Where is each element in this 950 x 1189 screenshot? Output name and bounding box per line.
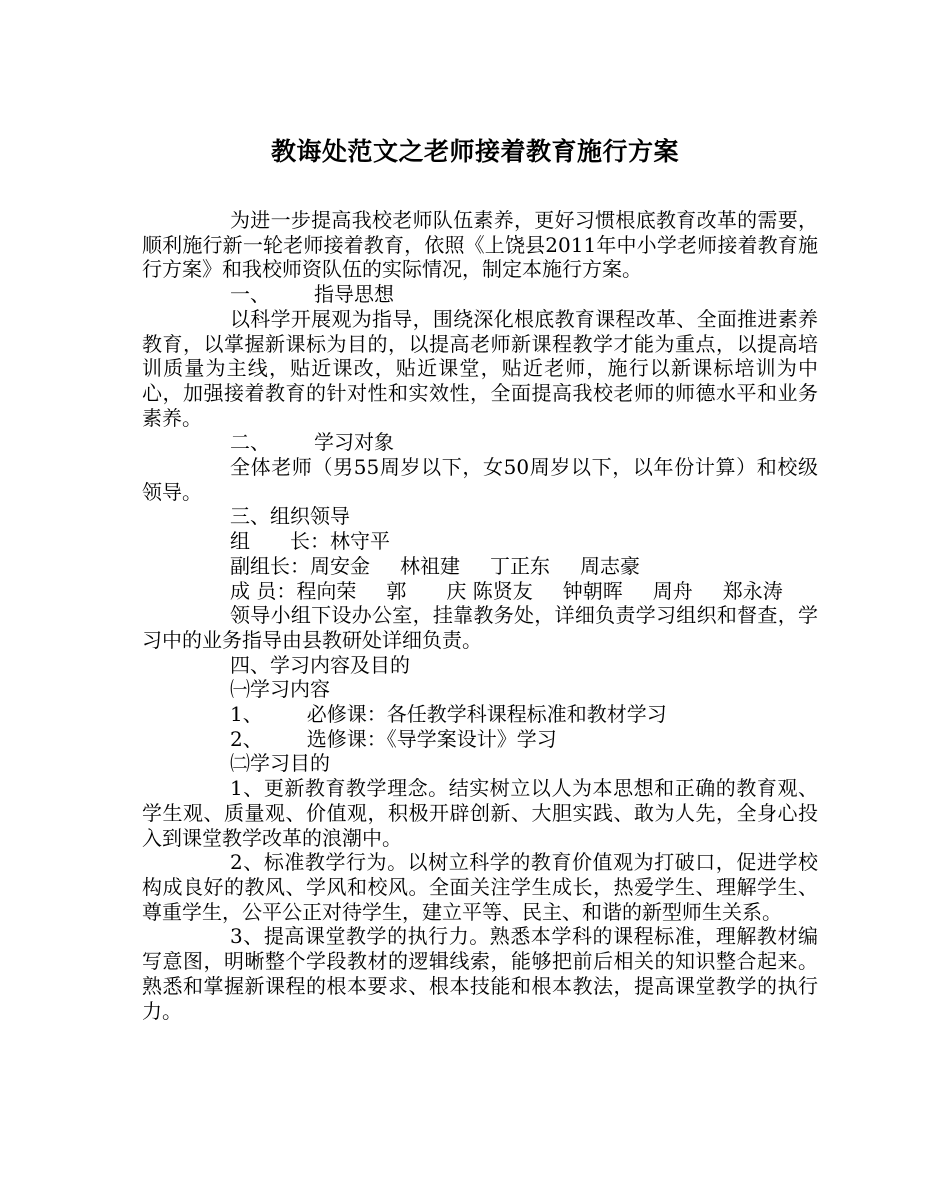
document-body xyxy=(142,208,818,1023)
member-name: 程向荣 xyxy=(296,578,357,603)
section-2-text: 全体老师（男55周岁以下，女50周岁以下，以年份计算）和校级领导。 xyxy=(142,455,818,504)
deputy-name: 林祖建 xyxy=(400,553,460,578)
members-line xyxy=(142,579,818,604)
section-1-title: 指导思想 xyxy=(314,282,394,307)
course-1-text: 必修课：各任教学科课程标准和教材学习 xyxy=(306,702,667,727)
section-2-number: 二、 xyxy=(230,430,270,455)
deputy-line xyxy=(142,554,818,579)
office-paragraph: 领导小组下设办公室，挂靠教务处，详细负责学习组织和督查，学习中的业务指导由县教研处详细负责。 xyxy=(142,603,818,652)
course-2-text: 选修课：《导学案设计》学习 xyxy=(306,726,557,751)
member-name: 钟朝晖 xyxy=(562,578,623,603)
section-1-number: 一、 xyxy=(230,282,270,307)
subsection-1-heading: ㈠学习内容 xyxy=(230,677,330,702)
section-1-heading xyxy=(142,282,818,307)
goal-3-paragraph: 3、提高课堂教学的执行力。熟悉本学科的课程标准，理解教材编写意图，明晰整个学段教材的逻辑线索，能够把前后相关的知识整合起来。熟悉和掌握新课程的根本要求、根本技能和根本教法，提高课堂教学的执行力。 xyxy=(142,924,818,1023)
goal-1-paragraph: 1、更新教育教学理念。结实树立以人为本思想和正确的教育观、学生观、质量观、价值观，积极开辟创新、大胆实践、敢为人先，全身心投入到课堂教学改革的浪潮中。 xyxy=(142,776,818,850)
course-1-line xyxy=(142,702,818,727)
document-title: 教诲处范文之老师接着教育施行方案 xyxy=(270,137,679,166)
section-2-title: 学习对象 xyxy=(314,430,394,455)
leader-line xyxy=(142,529,818,554)
intro-paragraph: 为进一步提高我校老师队伍素养，更好习惯根底教育改革的需要，顺利施行新一轮老师接着教育，依照《上饶县2011年中小学老师接着教育施行方案》和我校师资队伍的实际情况，制定本施行方案。 xyxy=(142,208,818,282)
section-2-heading xyxy=(142,430,818,455)
member-name: 郑永涛 xyxy=(722,578,783,603)
course-1-number: 1、 xyxy=(230,702,263,727)
members-label: 成 员： xyxy=(230,578,297,603)
deputy-name: 周志豪 xyxy=(580,553,640,578)
course-2-line xyxy=(142,727,818,752)
section-1-text: 以科学开展观为指导，围绕深化根底教育课程改革、全面推进素养教育，以掌握新课标为目的，以提高老师新课程教学才能为重点，以提高培训质量为主线，贴近课改，贴近课堂，贴近老师，施行以新课标培训为中心，加强接着教育的针对性和实效性，全面提高我校老师的师德水平和业务素养。 xyxy=(142,306,818,430)
deputy-label: 副组长： xyxy=(230,553,310,578)
deputy-name: 周安金 xyxy=(310,553,370,578)
section-4-heading: 四、学习内容及目的 xyxy=(230,652,410,677)
section-3-heading: 三、组织领导 xyxy=(230,504,350,529)
goal-2-paragraph: 2、标准教学行为。以树立科学的教育价值观为打破口，促进学校构成良好的教风、学风和校风。全面关注学生成长，热爱学生、理解学生、尊重学生，公平公正对待学生，建立平等、民主、和谐的新型师生关系。 xyxy=(142,850,818,924)
deputy-name: 丁正东 xyxy=(490,553,550,578)
subsection-2-heading: ㈡学习目的 xyxy=(230,751,330,776)
member-name: 陈贤友 xyxy=(472,578,533,603)
course-2-number: 2、 xyxy=(230,726,263,751)
leader-name: 林守平 xyxy=(330,529,390,554)
member-name: 郭 庆 xyxy=(386,578,467,603)
leader-label: 组 长： xyxy=(230,529,330,554)
member-name: 周舟 xyxy=(652,578,693,603)
